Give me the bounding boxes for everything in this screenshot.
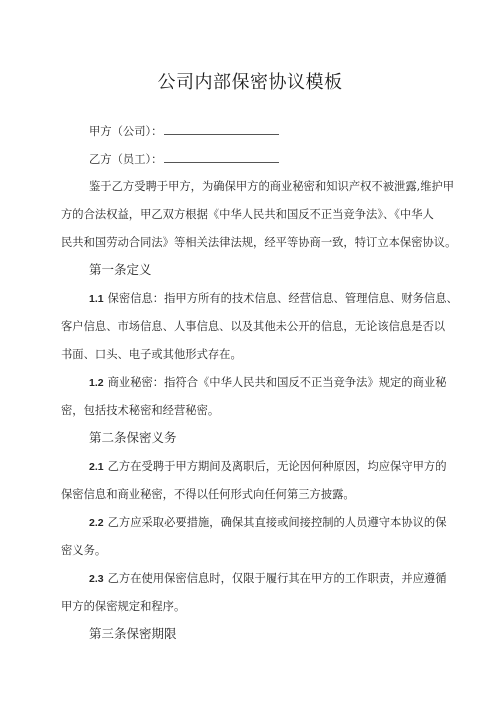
clause-2-1-line: [89, 460, 447, 474]
clause-text: 乙方在受聘于甲方期间及离职后，无论因何种原因，均应保守甲方的: [107, 460, 447, 473]
article-2-heading: 第二条保密义务: [89, 430, 177, 445]
party-a-blank-line: [164, 124, 279, 135]
clause-1-2-line: 密，包括技术秘密和经营秘密。: [61, 404, 220, 417]
preamble-line: 民共和国劳动合同法》等相关法律法规，经平等协商一致，特订立本保密协议。: [61, 236, 457, 249]
clause-text: 乙方应采取必要措施，确保其直接或间接控制的人员遵守本协议的保: [107, 516, 447, 529]
clause-1-1-line: [89, 292, 458, 306]
clause-text: 商业秘密：指符合《中华人民共和国反不正当竞争法》规定的商业秘: [107, 376, 447, 389]
clause-number: 1.1: [89, 293, 104, 305]
preamble-line: 方的合法权益，甲乙双方根据《中华人民共和国反不正当竞争法》、《中华人: [61, 208, 434, 221]
clause-number: 2.1: [89, 461, 104, 473]
party-b-label: 乙方（员工）：: [89, 153, 163, 166]
article-3-heading: 第三条保密期限: [89, 626, 177, 641]
party-a-field: [89, 124, 279, 139]
clause-2-3-line: [89, 572, 447, 586]
clause-1-1-line: 客户信息、市场信息、人事信息、以及其他未公开的信息，无论该信息是否以: [61, 320, 446, 333]
clause-2-2-line: [89, 516, 447, 530]
clause-2-1-line: 保密信息和商业秘密，不得以任何形式向任何第三方披露。: [61, 488, 355, 501]
clause-text: 保密信息：指甲方所有的技术信息、经营信息、管理信息、财务信息、: [107, 292, 458, 305]
clause-2-2-line: 密义务。: [61, 544, 107, 557]
clause-1-1-line: 书面、口头、电子或其他形式存在。: [61, 348, 242, 361]
clause-1-2-line: [89, 376, 447, 390]
party-b-field: [89, 152, 279, 167]
clause-number: 2.3: [89, 573, 104, 585]
document-title: 公司内部保密协议模板: [157, 72, 343, 93]
party-b-blank-line: [164, 152, 279, 163]
article-1-heading: 第一条定义: [89, 262, 152, 277]
clause-number: 1.2: [89, 377, 104, 389]
preamble-line: 鉴于乙方受聘于甲方，为确保甲方的商业秘密和知识产权不被泄露,维护甲: [89, 180, 455, 193]
party-a-label: 甲方（公司）：: [89, 125, 163, 138]
clause-text: 乙方在使用保密信息时，仅限于履行其在甲方的工作职责，并应遵循: [107, 572, 447, 585]
clause-2-3-line: 甲方的保密规定和程序。: [61, 600, 186, 613]
clause-number: 2.2: [89, 517, 104, 529]
